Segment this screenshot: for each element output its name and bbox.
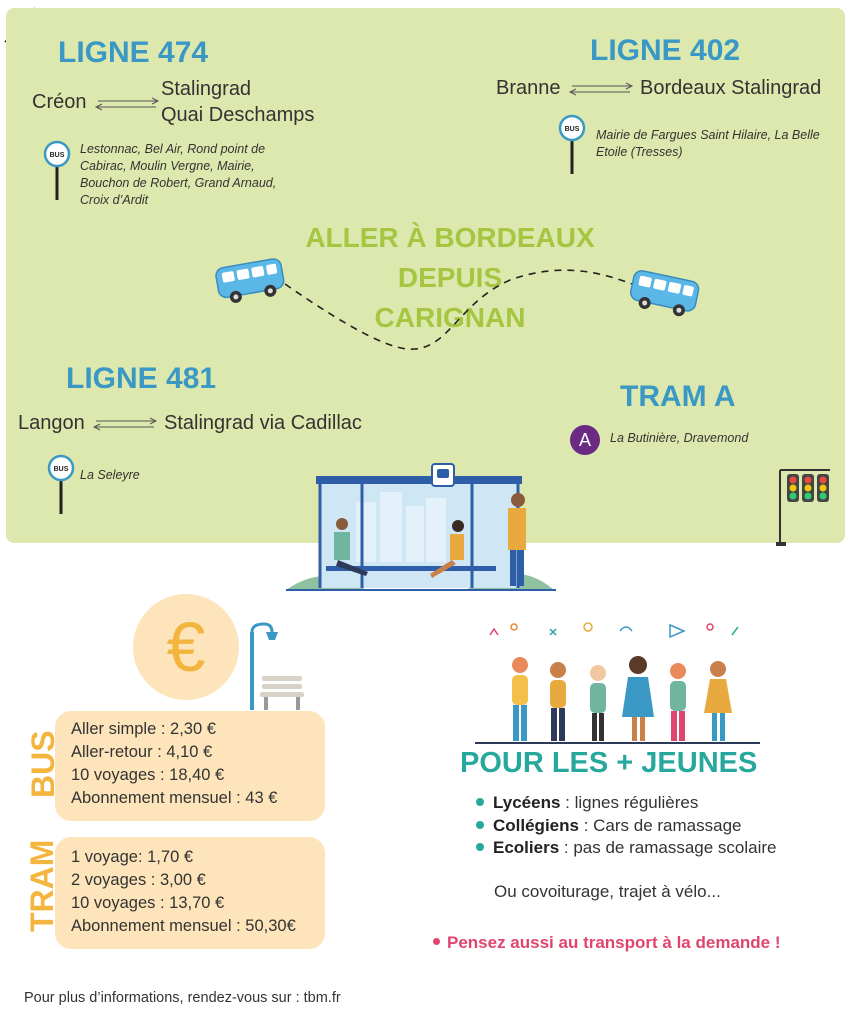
youth-alternatives: Ou covoiturage, trajet à vélo... xyxy=(494,882,721,901)
tram-a-title: TRAM A xyxy=(620,380,736,413)
euro-icon: € xyxy=(133,594,239,700)
tram-a-stops: La Butinière, Dravemond xyxy=(610,431,749,445)
youth-title: POUR LES + JEUNES xyxy=(460,747,758,779)
line-481-destination: Stalingrad via Cadillac xyxy=(164,412,362,434)
fare-item: Aller-retour : 4,10 € xyxy=(71,743,213,761)
svg-text:BUS: BUS xyxy=(49,152,65,159)
line-402-destination: Bordeaux Stalingrad xyxy=(640,77,822,99)
svg-text:BUS: BUS xyxy=(564,126,580,133)
on-demand-tip: Pensez aussi au transport à la demande ! xyxy=(433,933,781,953)
line-474-stops: Lestonnac, Bel Air, Rond point de Cabirac, Moulin Vergne, Mairie, Bouchon de Robert, Grand Arnaud, Croix d’Ardit xyxy=(80,142,277,207)
traffic-light-icon xyxy=(772,464,834,548)
youth-item-lycees: Lycéens : lignes régulières xyxy=(476,793,698,813)
tram-a-badge: A xyxy=(570,425,600,455)
headline: ALLER À BORDEAUX DEPUIS CARIGNAN xyxy=(305,222,595,333)
fare-item: 10 voyages : 18,40 € xyxy=(71,766,225,784)
line-474-destination-1: Stalingrad xyxy=(161,78,252,100)
bus-stop-icon xyxy=(557,114,587,176)
fare-item: Abonnement mensuel : 43 € xyxy=(71,789,278,807)
dashed-route-path xyxy=(280,262,640,357)
line-474-origin: Créon xyxy=(32,91,87,113)
youth-item-collegiens: Collégiens : Cars de ramassage xyxy=(476,816,741,836)
bus-icon xyxy=(213,255,289,303)
line-481-stops: La Seleyre xyxy=(80,468,140,482)
double-arrow-icon xyxy=(94,97,160,111)
fare-item: 2 voyages : 3,00 € xyxy=(71,871,206,889)
bus-icon xyxy=(627,266,703,322)
line-474-title: LIGNE 474 xyxy=(58,36,209,69)
bus-fares-label: BUS xyxy=(25,730,61,798)
bus-shelter-illustration xyxy=(286,462,556,594)
line-481-origin: Langon xyxy=(18,412,85,434)
svg-text:BUS: BUS xyxy=(53,466,69,473)
youth-item-ecoliers: Ecoliers : pas de ramassage scolaire xyxy=(476,838,777,858)
children-illustration xyxy=(470,615,770,747)
line-474-destination-2: Quai Deschamps xyxy=(161,104,315,126)
line-402-stops: Mairie de Fargues Saint Hilaire, La Belle Etoile (Tresses) xyxy=(596,128,820,159)
line-402-title: LIGNE 402 xyxy=(590,34,741,67)
fare-item: 10 voyages : 13,70 € xyxy=(71,894,225,912)
street-lamp-bench-icon xyxy=(240,620,310,712)
fare-item: 1 voyage: 1,70 € xyxy=(71,848,194,866)
double-arrow-icon xyxy=(92,417,158,431)
bus-stop-icon xyxy=(46,454,76,516)
line-481-title: LIGNE 481 xyxy=(66,362,217,395)
tram-fares-box xyxy=(55,837,325,949)
bus-fares-box xyxy=(55,711,325,821)
line-402-origin: Branne xyxy=(496,77,561,99)
tram-fares-label: TRAM xyxy=(24,839,60,932)
footer-info: Pour plus d’informations, rendez-vous sur : tbm.fr xyxy=(24,990,341,1006)
double-arrow-icon xyxy=(568,82,634,96)
fare-item: Aller simple : 2,30 € xyxy=(71,720,216,738)
bus-stop-icon xyxy=(42,140,72,202)
fare-item: Abonnement mensuel : 50,30€ xyxy=(71,917,296,935)
